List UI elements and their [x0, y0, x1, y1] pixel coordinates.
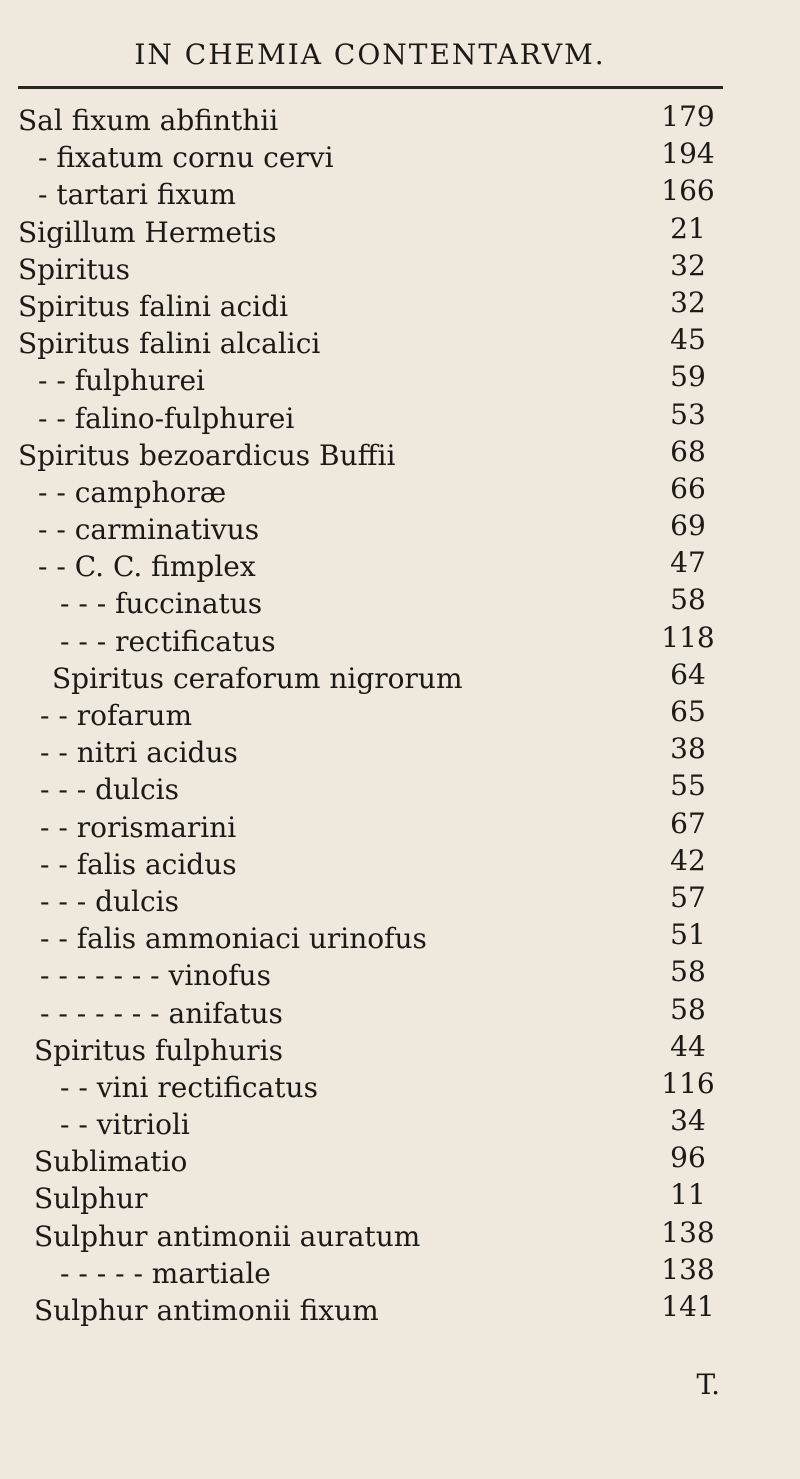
index-entry	[0, 583, 800, 624]
index-entry	[0, 1178, 800, 1219]
entry-page-number: 21	[670, 211, 706, 245]
catchword: T.	[696, 1368, 720, 1401]
index-entry	[0, 806, 800, 848]
entry-page-number: 58	[670, 992, 706, 1026]
index-entry	[0, 546, 800, 587]
entry-text: - - nitri acidus	[40, 736, 238, 770]
entry-text: Spiritus falini alcalici	[18, 327, 321, 361]
entry-page-number: 44	[670, 1029, 706, 1063]
entry-page-number: 11	[670, 1178, 706, 1212]
entry-page-number: 66	[670, 471, 706, 505]
entry-text: - - carminativus	[38, 513, 260, 547]
index-entry	[0, 620, 800, 662]
entry-text: - - C. C. fimplex	[38, 550, 256, 584]
index-entry	[0, 918, 800, 959]
entry-text: - - - rectificatus	[60, 624, 276, 658]
index-entry	[0, 248, 800, 290]
index-entry	[0, 657, 800, 699]
entry-text: - - - - - - - anifatus	[40, 996, 283, 1030]
index-entry	[0, 955, 800, 996]
entry-text: - - falino-fulphurei	[38, 401, 295, 435]
entry-page-number: 58	[670, 583, 706, 617]
entry-page-number: 57	[670, 880, 706, 914]
index-entry	[0, 732, 800, 773]
index-entry	[0, 360, 800, 401]
entry-page-number: 67	[670, 806, 706, 840]
index-entry	[0, 1215, 800, 1257]
entry-text: - - - fuccinatus	[60, 587, 263, 621]
entry-page-number: 138	[661, 1215, 715, 1249]
entry-page-number: 65	[670, 695, 706, 728]
entry-text: - - - dulcis	[40, 884, 180, 918]
entry-text: Sublimatio	[34, 1145, 188, 1179]
entry-text: Spiritus bezoardicus Buffii	[18, 438, 396, 472]
index-entry	[0, 992, 800, 1034]
entry-page-number: 179	[661, 100, 715, 133]
index-entry	[0, 285, 800, 327]
entry-page-number: 69	[670, 509, 706, 543]
index-entry	[0, 843, 800, 885]
entry-page-number: 96	[670, 1141, 706, 1175]
entry-text: Sulphur	[34, 1182, 148, 1216]
entry-text: - - rorismarini	[40, 810, 237, 844]
entry-page-number: 58	[670, 955, 706, 989]
index-entries	[0, 100, 800, 1331]
entry-text: - - falis ammoniaci urinofus	[40, 922, 427, 956]
entry-page-number: 32	[670, 285, 706, 319]
entry-text: Spiritus falini acidi	[18, 289, 289, 323]
index-entry	[0, 211, 800, 253]
index-entry	[0, 137, 800, 178]
entry-page-number: 55	[670, 769, 706, 803]
entry-text: - - - - - - - vinofus	[40, 959, 271, 993]
index-entry	[0, 1104, 800, 1145]
entry-page-number: 138	[661, 1252, 715, 1286]
index-entry	[0, 695, 800, 736]
entry-text: - - vitrioli	[60, 1108, 190, 1142]
entry-text: - fixatum cornu cervi	[38, 141, 334, 175]
entry-text: - - - dulcis	[40, 773, 180, 807]
entry-text: - - vini rectificatus	[60, 1070, 318, 1104]
entry-text: - - rofarum	[40, 699, 192, 732]
entry-text: - - camphoræ	[38, 475, 227, 509]
entry-page-number: 194	[661, 137, 715, 171]
index-entry	[0, 769, 800, 810]
index-entry	[0, 1252, 800, 1294]
entry-page-number: 166	[661, 174, 715, 208]
index-entry	[0, 434, 800, 476]
entry-page-number: 53	[670, 397, 706, 431]
entry-page-number: 32	[670, 248, 706, 282]
entry-page-number: 118	[661, 620, 715, 654]
entry-text: Sulphur antimonii fixum	[34, 1294, 379, 1327]
entry-text: Spiritus fulphuris	[34, 1033, 284, 1067]
entry-page-number: 116	[661, 1066, 715, 1100]
index-entry	[0, 1029, 800, 1071]
entry-text: Sal fixum abfinthii	[18, 104, 279, 137]
entry-page-number: 68	[670, 434, 706, 468]
entry-text: - - - - - martiale	[60, 1256, 271, 1290]
entry-page-number: 59	[670, 360, 706, 394]
entry-text: - tartari fixum	[38, 178, 236, 212]
entry-page-number: 141	[661, 1290, 715, 1323]
entry-text: - - falis acidus	[40, 847, 237, 881]
entry-page-number: 34	[670, 1104, 706, 1138]
entry-text: Spiritus	[18, 252, 131, 286]
header-rule	[18, 86, 723, 89]
index-entry	[0, 100, 800, 141]
index-entry	[0, 509, 800, 550]
entry-text: Spiritus ceraforum nigrorum	[52, 661, 463, 695]
index-entry	[0, 880, 800, 922]
entry-text: - - fulphurei	[38, 364, 205, 398]
index-entry	[0, 1141, 800, 1182]
entry-page-number: 47	[670, 546, 706, 580]
page-header: IN CHEMIA CONTENTARVM.	[134, 38, 606, 71]
index-entry	[0, 1290, 800, 1331]
entry-page-number: 45	[670, 323, 706, 357]
index-entry	[0, 174, 800, 215]
index-entry	[0, 471, 800, 513]
entry-text: Sigillum Hermetis	[18, 215, 277, 249]
entry-page-number: 51	[670, 918, 706, 952]
entry-page-number: 42	[670, 843, 706, 877]
entry-text: Sulphur antimonii auratum	[34, 1219, 421, 1253]
index-entry	[0, 1066, 800, 1108]
index-entry	[0, 323, 800, 364]
entry-page-number: 38	[670, 732, 706, 766]
index-entry	[0, 397, 800, 439]
entry-page-number: 64	[670, 657, 706, 691]
